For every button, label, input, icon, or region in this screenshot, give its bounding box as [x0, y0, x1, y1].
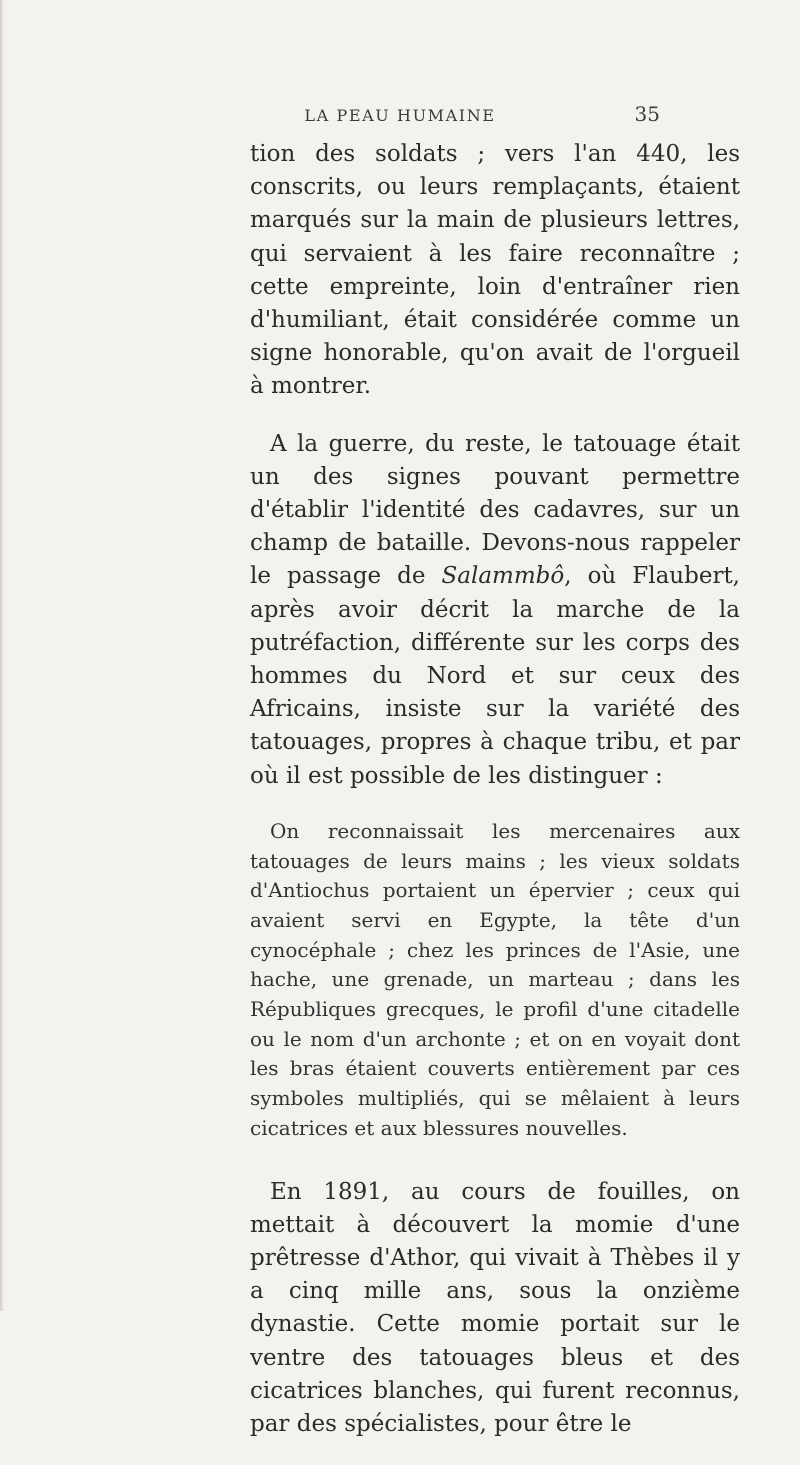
paragraph-2-text-b: , où Flaubert, après avoir décrit la marche de la putréfaction, différente sur les corps des hommes du Nord et sur ceux des Africains, insiste sur la variété des tatouages, propres à chaque tribu, et par où il est possible de les distinguer : [250, 563, 740, 789]
body-text [250, 138, 740, 1465]
paragraph-2 [250, 428, 740, 793]
running-title: LA PEAU HUMAINE [304, 106, 496, 125]
running-head [0, 102, 800, 132]
paragraph-4: En 1891, au cours de fouilles, on mettait à découvert la momie d'une prêtresse d'Athor, qui vivait à Thèbes il y a cinq mille ans, sous la onzième dynastie. Cette momie portait sur le ventre des tatouages bleus et des cicatrices blanches, qui furent reconnus, par des spécialistes, pour être le [250, 1178, 740, 1438]
book-title-salammbo: Salammbô [441, 563, 565, 590]
block-quote: On reconnaissait les mercenaires aux tatouages de leurs mains ; les vieux soldats d'Antiochus portaient un épervier ; ceux qui avaient servi en Egypte, la tête d'un cynocéphale ; chez les princes de l'Asie, une hache, une grenade, un marteau ; dans les Républiques grecques, le profil d'une citadelle ou le nom d'un archonte ; et on en voyait dont les bras étaient couverts entièrement par ces symboles multipliés, qui se mêlaient à leurs cicatrices et aux blessures nouvelles. [250, 818, 740, 1140]
page-number: 35 [634, 102, 660, 126]
paragraph-1: tion des soldats ; vers l'an 440, les conscrits, ou leurs remplaçants, étaient marqués sur la main de plusieurs lettres, qui servaient à les faire reconnaître ; cette empreinte, loin d'entraîner rien d'humiliant, était considérée comme un signe honorable, qu'on avait de l'orgueil à montrer. [250, 141, 740, 400]
page-edge [0, 0, 4, 1311]
paragraph-2-text-a: A la guerre, du reste, le tatouage était un des signes pouvant permettre d'établir l'identité des cadavres, sur un champ de bataille. Devons-nous rappeler le passage de [250, 430, 740, 590]
